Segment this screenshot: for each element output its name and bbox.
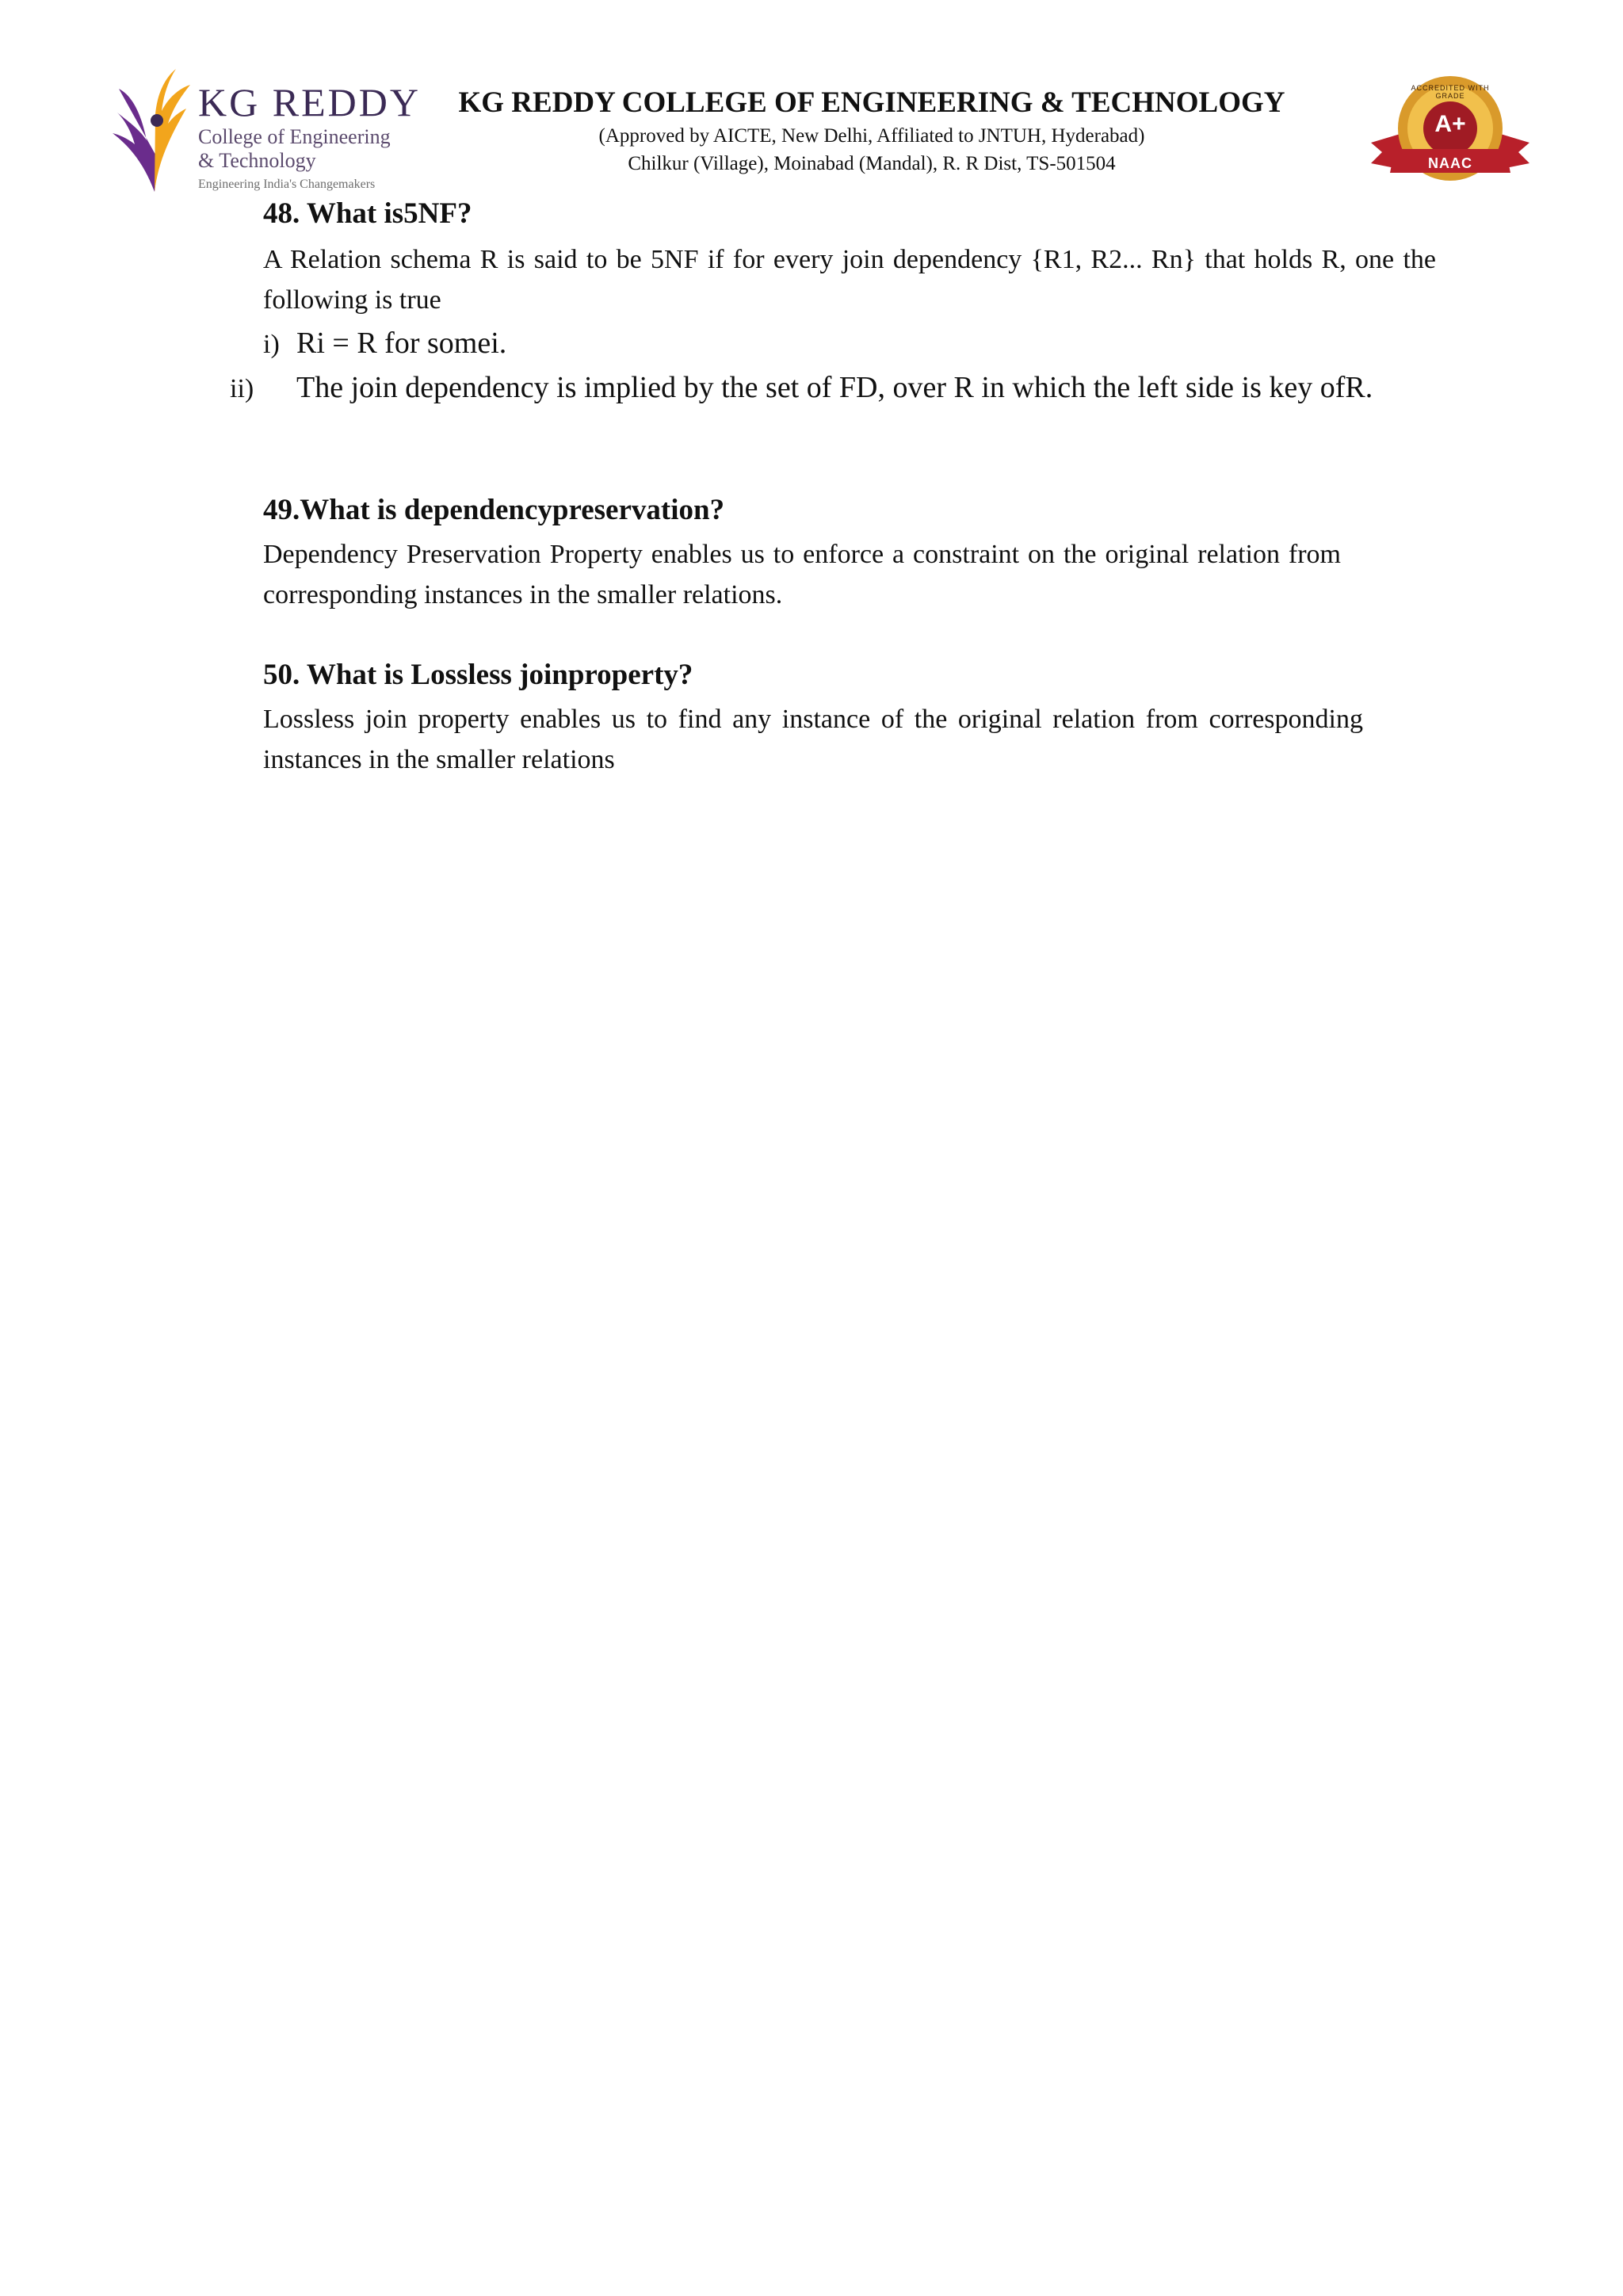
college-address: Chilkur (Village), Moinabad (Mandal), R. R Dist, TS-501504 [628, 153, 1116, 174]
badge-grade: A+ [1434, 111, 1466, 137]
question-48-item-2 [230, 366, 1436, 411]
logo-line-1: College of Engineering [198, 125, 391, 148]
item-number: i) [263, 330, 280, 359]
logo-tagline: Engineering India's Changemakers [198, 178, 376, 191]
college-approval: (Approved by AICTE, New Delhi, Affiliated to JNTUH, Hyderabad) [598, 125, 1145, 147]
logo-name: KG REDDY [198, 80, 421, 124]
item-text: Ri = R for somei. [296, 327, 507, 360]
question-48-answer: A Relation schema R is said to be 5NF if for every join dependency {R1, R2... Rn} that holds R, one the following is true [263, 245, 1436, 315]
college-logo [111, 65, 421, 200]
badge-arc-text: ACCREDITED WITH GRADE [1411, 84, 1490, 100]
question-49-title: 49.What is dependencypreservation? [263, 494, 725, 526]
eagle-logo-icon [111, 65, 198, 200]
badge-org: NAAC [1428, 155, 1472, 171]
item-number: ii) [230, 374, 254, 403]
question-48-title: 48. What is5NF? [263, 197, 472, 230]
logo-line-2: & Technology [198, 149, 316, 172]
college-name: KG REDDY COLLEGE OF ENGINEERING & TECHNOLOGY [458, 86, 1285, 119]
naac-badge [1371, 73, 1529, 192]
question-50-answer: Lossless join property enables us to find any instance of the original relation from corresponding instances in the smaller relations [263, 705, 1363, 774]
item-text: The join dependency is implied by the set of FD, over R in which the left side is key ofR. [296, 371, 1373, 404]
question-50-title: 50. What is Lossless joinproperty? [263, 659, 693, 691]
question-48-item-1 [263, 322, 506, 366]
question-49-answer: Dependency Preservation Property enables us to enforce a constraint on the original relation from corresponding instances in the smaller relations. [263, 540, 1341, 609]
